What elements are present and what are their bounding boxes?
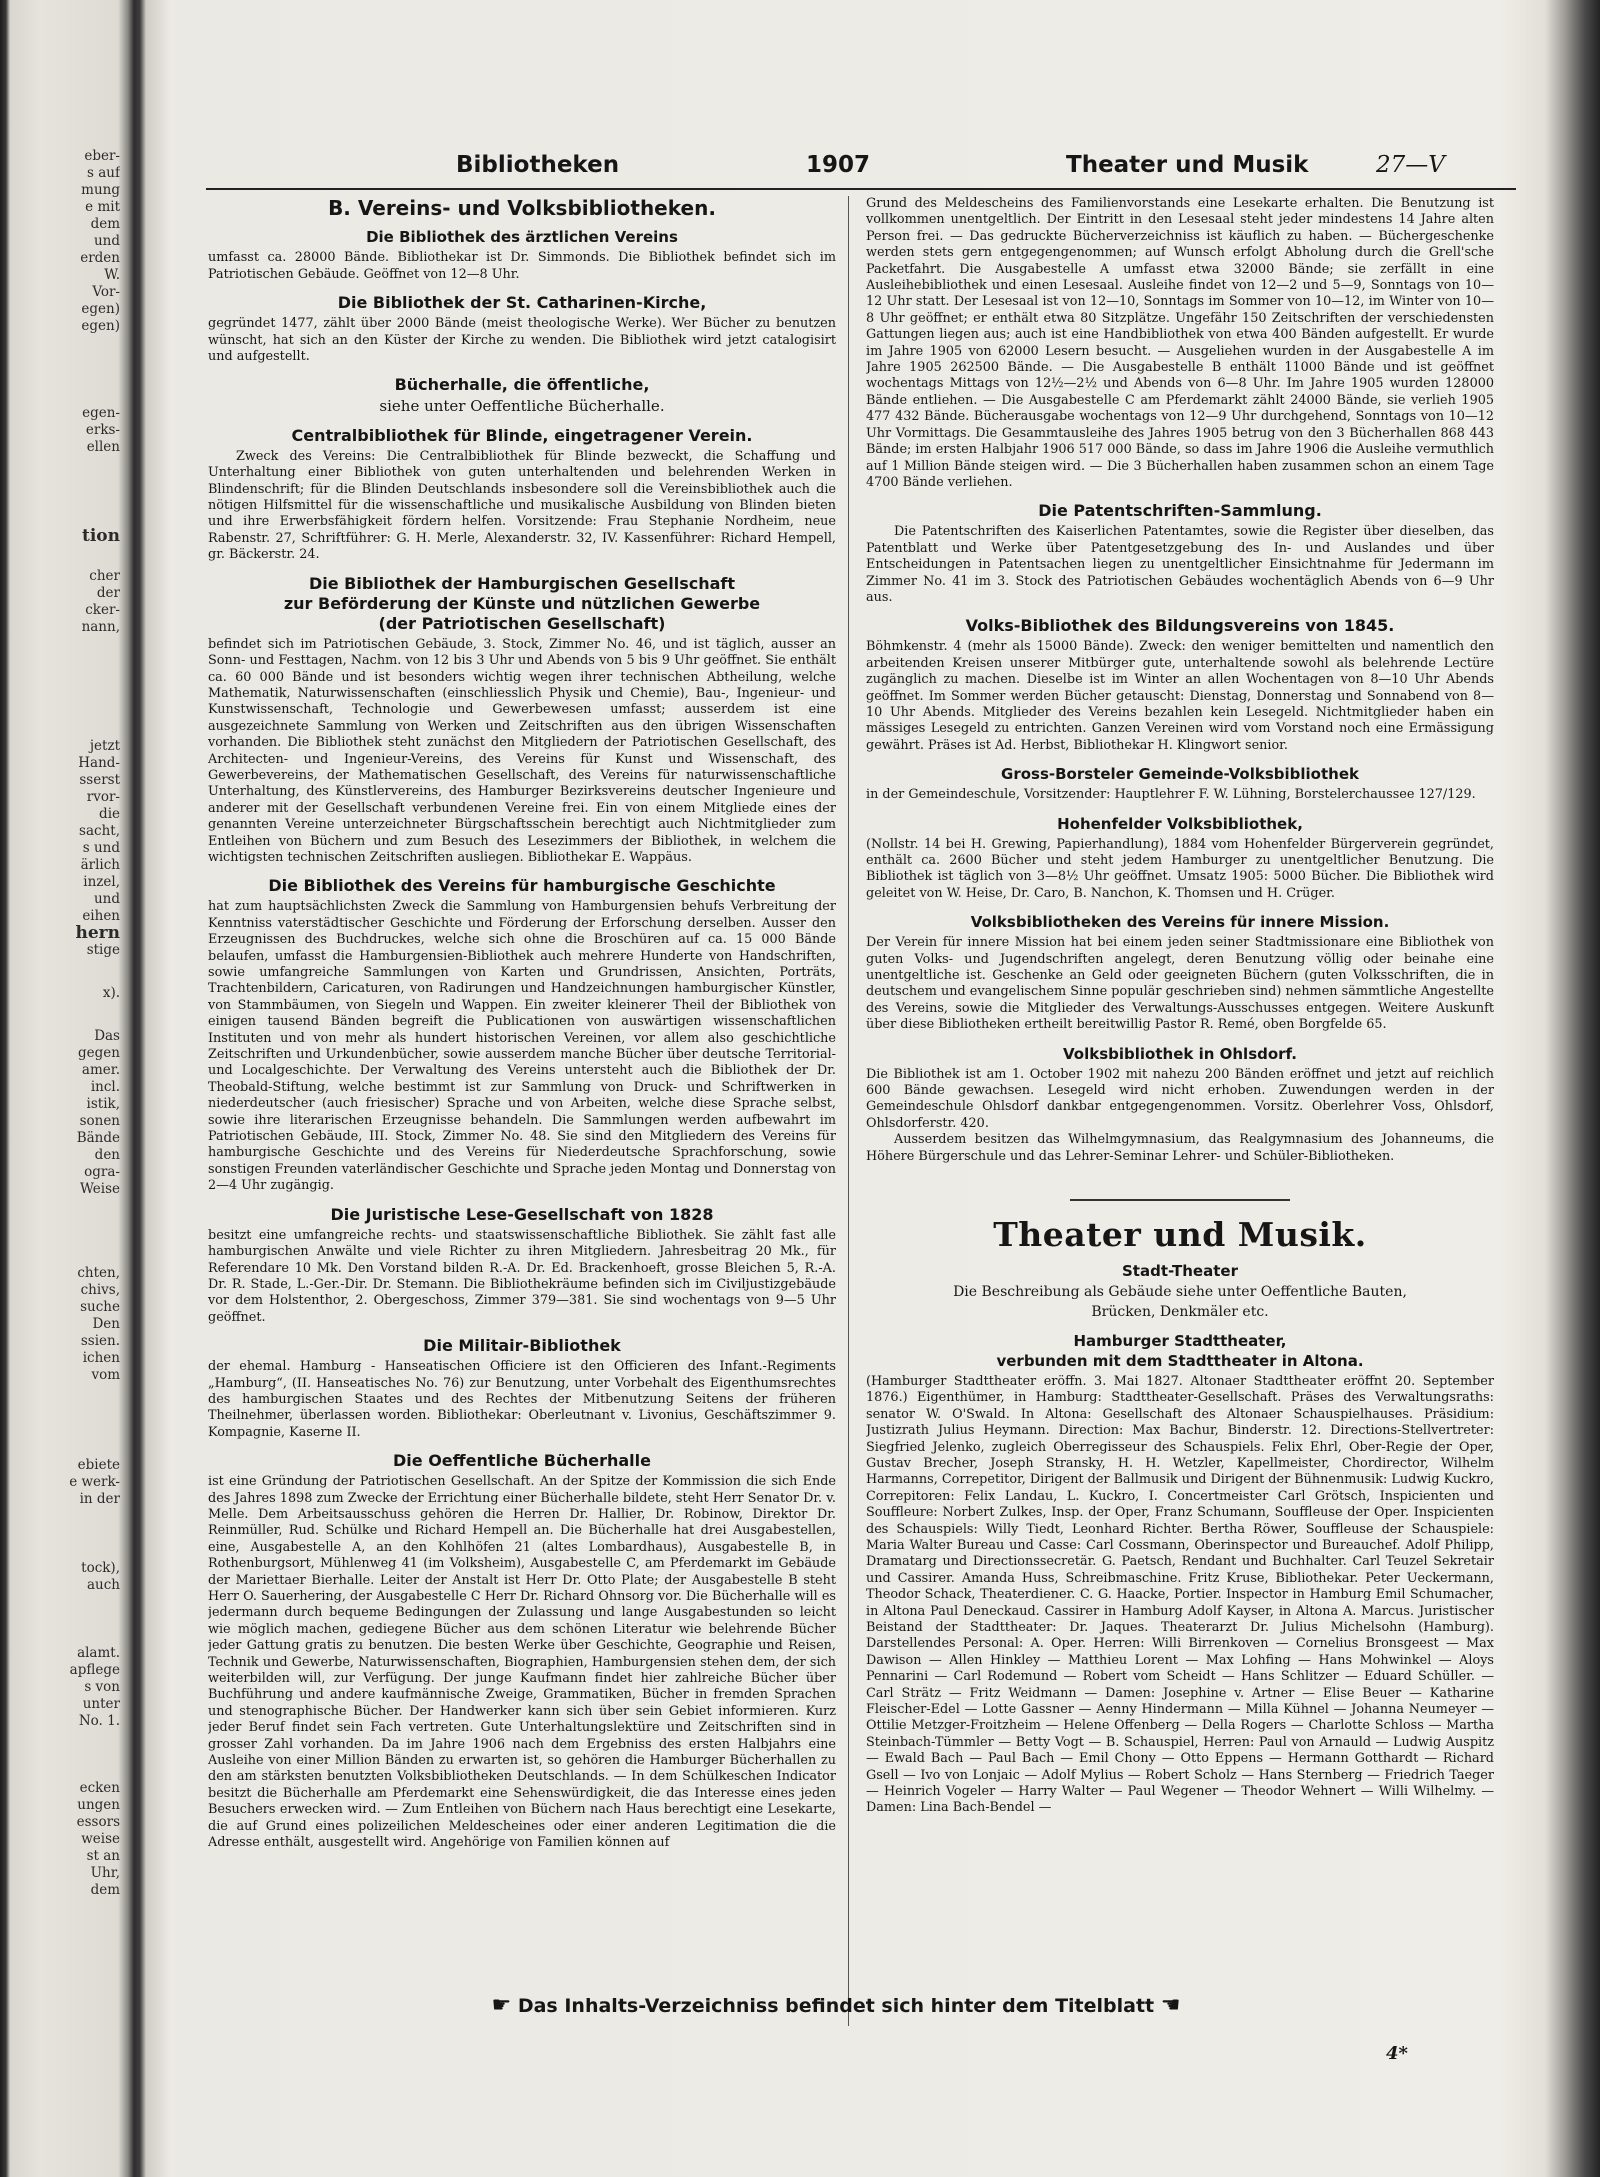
entry-text-catharinen: gegründet 1477, zählt über 2000 Bände (meist theologische Werke). Wer Bücher zu benutzen wünscht, hat sich an den Küster der Kirche zu wenden. Die Bibliothek wird jetzt catalogisirt und aufgestellt. <box>208 316 836 365</box>
left-page-line: chten, <box>77 1265 120 1281</box>
signature-mark: 4* <box>1386 2043 1408 2064</box>
entry-text-oeffentliche: ist eine Gründung der Patriotischen Gesellschaft. An der Spitze der Kommission die sich Ende des Jahres 1898 zum Zwecke der Errichtung einer Bücherhalle bildete, steht Herr Senator Dr. v. Melle. Dem Arbeitsausschuss gehören die Herren Dr. Hallier, Dr. Robinow, Direktor Dr. Reinmüller, Rud. Schülke und Richard Hempell an. Die Bücherhalle hat drei Ausgabestellen, eine, Ausgabestelle A, an den Kohlhöfen 21 (altes Lombardhaus), Ausgabestelle B, in Rothenburgsort, Mühlenweg 41 (im Volksheim), Ausgabestelle C, am Pferdemarkt im Gebäude der Mariettaer Bierhalle. Leiter der Anstalt ist Herr Dr. Otto Plate; der Ausgabestelle B steht Herr O. Sauerhering, der Ausgabestelle C Herr Dr. Richard Ohnsorg vor. Die Bücherhalle will es jedermann durch bequeme Bedingungen der Zulassung und lange Ausgabestunden so leicht wie möglich machen, gediegene Bücher aus dem schönen Literatur wie belehrende Bücher jeder Gattung gratis zu benutzen. Die besten Werke über Geschichte, Geographie und Reisen, Technik und Gewerbe, Naturwissenschaften, Biographien, Hamburgensien stehen dem, der sich weiterbilden will, zur Verfügung. Der junge Kaufmann findet hier zahlreiche Bücher über Buchführung und andere kaufmännische Zweige, Grammatiken, Bücher in fremden Sprachen und stenographische Bücher. Der Handwerker kann sich über sein Gebiet informieren. Kurz jeder Beruf findet sein Fach vertreten. Gute Unterhaltungslektüre und Zeitschriften sind in grosser Zahl vorhanden. Da im Jahre 1906 nach dem Ergebniss des ersten Halbjahrs eine Ausleihe von einer Million Bänden zu erwarten ist, so gehören die Hamburger Bücherhallen zu den am stärksten benutzten Volksbibliotheken Deutschlands. — In dem Schülkeschen Indicator besitzt die Bücherhalle am Pferdemarkt eine Sehenswürdigkeit, die das Interesse eines jeden Besuchers erwecken wird. — Zum Entleihen von Büchern nach Haus berechtigt eine Lesekarte, die auf Grund eines polizeilichen Meldescheines oder einer anderen Legitimation die die Adresse enthält, ausgestellt wird. Angehörige von Familien können auf <box>208 1474 836 1851</box>
entry-text-patentschriften: Die Patentschriften des Kaiserlichen Patentamtes, sowie die Register über dieselben, das Patentblatt und Werke über Patentgesetzgebung des In- und Auslandes und über Entscheidungen in Patentsachen liegen zu unentgeltlicher Einsichtnahme für Jedermann im Zimmer No. 41 im 3. Stock des Patriotischen Gebäudes wochentäglich Abends von 6—9 Uhr aus. <box>866 524 1494 605</box>
left-page-line: sacht, <box>79 823 120 839</box>
left-page-line: s auf <box>87 165 120 181</box>
left-page-line: die <box>99 806 120 822</box>
left-page-line: ärlich <box>80 857 120 873</box>
entry-title-innere-mission: Volksbibliotheken des Vereins für innere Mission. <box>970 913 1390 932</box>
left-page-line: eber- <box>84 148 120 164</box>
running-head-year: 1907 <box>806 152 871 178</box>
left-page-line: inzel, <box>83 874 120 890</box>
left-page-line: dem <box>90 216 120 232</box>
left-page-line: egen) <box>81 301 120 317</box>
left-page-line: e mit <box>85 199 120 215</box>
entry-title-oeffentliche: Die Oeffentliche Bücherhalle <box>393 1451 651 1471</box>
left-page-line: x). <box>102 985 120 1001</box>
entry-text-hamburger-stadttheater: (Hamburger Stadttheater eröffn. 3. Mai 1827. Altonaer Stadttheater eröffnt 20. September 1876.) Eigenthümer, in Hamburg: Stadttheater-Gesellschaft. Präses des Verwaltungsraths: senator W. O'Swald. In Altona: Gesellschaft des Altonaer Schauspielhauses. Präsidium: Justizrath Julius Heymann. Direction: Max Bachur, Binderstr. 12. Directions-Stellvertreter: Siegfried Jelenko, zugleich Oberregisseur des Schauspiels. Felix Ehrl, Ober-Regie der Oper, Gustav Brecher, Joseph Stransky, H. H. Wetzler, Kapellmeister, Chordirector, Wilhelm Harmanns, Correpetitor, Dirigent der Ballmusik und Dirigent der Bühnenmusik: Ludwig Kuckro, Correpitoren: Felix Landau, L. Kuckro, I. Concertmeister Carl Grötsch, Inspicienten und Souffleure: Norbert Zulkes, Insp. der Oper, Franz Schumann, Souffleuse der Oper. Inspicienten des Schauspiels: Willy Tiedt, Leonhard Richter. Bertha Röwer, Souffleuse der Schauspiele: Maria Walter Bureau und Casse: Carl Cossmann, Oberinspector und Bureauchef. Adolf Philipp, Dramatarg und Directionssecretär. G. Paetsch, Rendant und Buchhalter. Carl Teuzel Sekretair und Cassirer. Amanda Huss, Schreibmaschine. Fritz Kruse, Bibliothekar. Peter Ueckermann, Theodor Schack, Theaterdiener. C. G. Haacke, Portier. Inspector in Hamburg Emil Schumacher, in Altona Paul Deneckaud. Cassirer in Hamburg Adolf Kayser, in Altona A. Marcus. Juristischer Beistand der Stadttheater: Dr. Jaques. Theaterarzt Dr. Julius Michelsohn (Hamburg). Darstellendes Personal: A. Oper. Herren: Willi Birrenkoven — Cornelius Bronsgeest — Max Dawison — Allen Hinkley — Matthieu Lorent — Max Lohfing — Hans Mohwinkel — Aloys Pennarini — Carl Rodemund — Robert vom Scheidt — Hans Schlitzer — Eduard Schüller. — Carl Strätz — Fritz Weidmann — Damen: Josephine v. Artner — Elise Beuer — Katharine Fleischer-Edel — Lotte Gassner — Aenny Hindermann — Milla Kühnel — Johanna Neumeyer — Ottilie Metzger-Froitzheim — Helene Offenberg — Della Rogers — Charlotte Schloss — Martha Steinbach-Tümmler — Betty Vogt — B. Schauspiel, Herren: Paul von Arnauld — Ludwig Auspitz — Ewald Bach — Paul Bach — Emil Chony — Otto Eppens — Hermann Gotthardt — Richard Gsell — Ivo von Lonjaic — Adolf Mylius — Robert Scholz — Hans Sternberg — Friedrich Taeger — Heinrich Vogeler — Harry Walter — Paul Wegener — Theodor Wehnert — Willi Wilhelmy. — Damen: Lina Bach-Bendel — <box>866 1373 1494 1816</box>
left-page-line: jetzt <box>89 738 120 754</box>
entry-text-ohlsdorf: Die Bibliothek ist am 1. October 1902 mit nahezu 200 Bänden eröffnet und jetzt auf reichlich 600 Bände gewachsen. Lesegeld wird nicht erhoben. Zuwendungen werden in der Gemeindeschule Ohlsdorf dankbar entgegengenommen. Vorsitz. Oberlehrer Voss, Ohlsdorf, Ohlsdorferstr. 420. <box>866 1066 1494 1131</box>
left-page-line: Uhr, <box>90 1865 120 1881</box>
left-page-line: in der <box>79 1491 120 1507</box>
left-page-line: essors <box>76 1814 120 1830</box>
left-page-line: erden <box>80 250 120 266</box>
left-page-line: ungen <box>77 1797 120 1813</box>
left-page-line: cher <box>89 568 120 584</box>
left-page-line: stige <box>86 942 120 958</box>
left-page-line: den <box>94 1147 120 1163</box>
footer-text: Das Inhalts-Verzeichniss befindet sich hinter dem Titelblatt <box>517 1995 1155 2017</box>
entry-title-buecherhalle: Bücherhalle, die öffentliche, <box>394 375 650 395</box>
entry-text-juristische: besitzt eine umfangreiche rechts- und staatswissenschaftliche Bibliothek. Sie zählt fast alle hamburgischen Anwälte und viele Richter zu ihren Mitgliedern. Jahresbeitrag 20 Mk., für Referendare 10 Mk. Den Vorstand bilden R.-A. Dr. Ed. Brackenhoeft, grosse Bleichen 5, R.-A. Dr. R. Stade, L.-Ger.-Dir. Dr. Stemann. Die Bibliothekräume befinden sich im Civiljustizgebäude vor dem Holstenthor, 2. Obergeschoss, Zimmer 379—381. Sie sind wochentags von 9—5 Uhr geöffnet. <box>208 1227 836 1325</box>
entry-title-juristische: Die Juristische Lese-Gesellschaft von 1828 <box>330 1204 714 1224</box>
left-page-line: Hand- <box>78 755 120 771</box>
left-page-line: ssien. <box>80 1333 120 1349</box>
left-page-line: Vor- <box>92 284 120 300</box>
left-page-line: ebiete <box>77 1457 120 1473</box>
left-page-line: und <box>93 233 120 249</box>
entry-title-aerztlicher-verein: Die Bibliothek des ärztlichen Vereins <box>366 228 678 247</box>
entry-text-militair: der ehemal. Hamburg - Hanseatischen Officiere ist den Officieren des Infant.-Regiments „Hamburg“, (II. Hanseatisches No. 76) zur Benutzung, unter Vorbehalt des Eigenthumsrechtes des hamburgischen Staates und des Rechtes der Mitbenutzung Seitens der früheren Theilnehmer, überlassen worden. Bibliothekar: Oberleutnant v. Livonius, Geschäftszimmer 9. Kompagnie, Kaserne II. <box>208 1359 836 1440</box>
left-page-line: auch <box>87 1577 120 1593</box>
left-page-line: apflege <box>69 1662 120 1678</box>
left-page-fragment <box>8 70 120 2150</box>
running-head-left: Bibliotheken <box>456 152 620 178</box>
left-page-line: und <box>93 891 120 907</box>
left-page-line: sserst <box>79 772 120 788</box>
left-page-line: erks- <box>85 422 120 438</box>
left-page-line: hern <box>75 923 120 943</box>
left-page-line: alamt. <box>77 1645 120 1661</box>
column-divider <box>848 196 849 2026</box>
left-page-line: dem <box>90 1882 120 1898</box>
left-page-line: suche <box>80 1299 120 1315</box>
entry-title-catharinen: Die Bibliothek der St. Catharinen-Kirche, <box>337 293 707 313</box>
page-number: 27—V <box>1376 152 1445 178</box>
entry-title-gross-borstel: Gross-Borsteler Gemeinde-Volksbibliothek <box>1001 765 1359 784</box>
entry-sub-stadt-theater-1: Die Beschreibung als Gebäude siehe unter Oeffentliche Bauten, <box>953 1284 1407 1301</box>
entry-text-blinde: Zweck des Vereins: Die Centralbibliothek für Blinde bezweckt, die Schaffung und Unterhaltung einer Bibliothek von guten unterhaltenden und belehrenden Werken in Blindenschrift; für die Blinden Deutschlands insbesondere soll die Vereinsbibliothek auch die nötigen Hilfsmittel für die wissenschaftliche und musikalische Ausbildung von Blinden bieten und ihre Erwerbsfähigkeit fördern helfen. Vorsitzende: Frau Stephanie Nordheim, neue Rabenstr. 27, Schriftführer: G. H. Merle, Alexanderstr. 32, IV. Kassenführer: Richard Hempell, gr. Bäckerstr. 24. <box>208 448 836 563</box>
entry-text-schulbibliotheken: Ausserdem besitzen das Wilhelmgymnasium, das Realgymnasium des Johanneums, die Höhere Bürgerschule und das Lehrer-Seminar Lehrer- und Schüler-Bibliotheken. <box>866 1132 1494 1164</box>
pointing-hand-right-icon: ☛ <box>491 1993 512 2018</box>
left-page-line: chivs, <box>80 1282 120 1298</box>
entry-text-patriotische: befindet sich im Patriotischen Gebäude, 3. Stock, Zimmer No. 46, und ist täglich, ausser an Sonn- und Festtagen, Nachm. von 12 bis 3 Uhr und Abends von 5 bis 9 Uhr geöffnet. Sie enthält ca. 60 000 Bände und ist besonders wichtig wegen ihrer technischen Abtheilung, welche Mathematik, Naturwissenschaften (einschliesslich Physik und Chemie), Bau-, Ingenieur- und Kunstwissenschaft, Technologie und Gewerbewesen umfasst; ausserdem ist eine ausgezeichnete Sammlung von Werken und Zeitschriften aus den übrigen Wissenschaften vorhanden. Die Bibliothek steht zunächst den Mitgliedern der Patriotischen Gesellschaft, des Architecten- und Ingenieur-Vereins, des Vereins für Kunst und Wissenschaft, des Gewerbevereins, der Mathematischen Gesellschaft, des Vereins für naturwissenschaftliche Unterhaltung, des Künstlervereins, des Hamburger Bezirksvereins deutscher Ingenieure und anderer mit der Gesellschaft verbundenen Vereine frei. Ein von einem Mitgliede eines der genannten Vereine unterzeichneter Bürgschaftsschein berechtigt auch Nichtmitglieder zum Entleihen von Büchern und zum Besuch des Lesezimmers der Bibliothek, in welchem die wichtigsten technischen Zeitschriften ausliegen. Bibliothekar E. Wappäus. <box>208 636 836 865</box>
entry-title-ohlsdorf: Volksbibliothek in Ohlsdorf. <box>1063 1044 1297 1063</box>
section-title: B. Vereins- und Volksbibliotheken. <box>328 196 716 220</box>
entry-title-patriotische-1: Die Bibliothek der Hamburgischen Gesellschaft <box>308 573 736 593</box>
entry-title-hohenfelde: Hohenfelder Volksbibliothek, <box>1057 814 1303 833</box>
running-head <box>206 148 1516 190</box>
footer-note <box>386 1993 1286 2018</box>
left-page-line: s und <box>82 840 120 856</box>
entry-title-patentschriften: Die Patentschriften-Sammlung. <box>1038 501 1322 521</box>
left-page-line: ecken <box>79 1780 120 1796</box>
left-page-line: der <box>96 585 120 601</box>
left-page-line: egen- <box>82 405 120 421</box>
entry-text-geschichtsverein: hat zum hauptsächlichsten Zweck die Sammlung von Hamburgensien behufs Verbreitung der Kenntniss vaterstädtischer Geschichte und Förderung der Erforschung derselben. Ausser den Erzeugnissen des Buchdruckes, welche sich ohne die Broschüren auf ca. 15 000 Bände belaufen, umfasst die Hamburgensien-Bibliothek auch mehrere Hunderte von Handschriften, sowie umfangreiche Sammlungen von Karten und Grundrissen, Ansichten, Porträts, Trachtenbildern, Caricaturen, von Radirungen und Handzeichnungen hamburgischer Künstler, von Stammbäumen, von Siegeln und Wappen. Ein zweiter kleinerer Theil der Bibliothek von einigen tausend Bänden begreift die Publicationen von auswärtigen wissenschaftlichen Instituten und von mehr als hundert historischen Vereinen, vor allem also geschichtliche Zeitschriften und Urkundenbücher, sowie ausserdem manche Bücher über deutsche Territorial- und Localgeschichte. Der Verwaltung des Vereins untersteht auch die Bibliothek der Dr. Theobald-Stiftung, welche bestimmt ist zur Sammlung von Druck- und Schriftwerken in niederdeutscher (auch friesischer) Sprache und von Arbeiten, welche diese Sprache selbst, sowie ihre literarischen Erzeugnisse behandeln. Die Sammlungen werden aufbewahrt im Patriotischen Gebäude, III. Stock, Zimmer No. 48. Sie sind den Mitgliedern des Vereins für hamburgische Geschichte und des Vereins für Niederdeutsche Sprachforschung, sowie sonstigen Freunden vaterländischer Geschichte und Sprache jeden Montag und Donnerstag von 2—4 Uhr zugängig. <box>208 899 836 1194</box>
left-page-line: tock), <box>81 1560 120 1576</box>
left-column <box>208 196 836 2076</box>
pointing-hand-left-icon: ☚ <box>1160 1993 1181 2018</box>
entry-text-gross-borstel: in der Gemeindeschule, Vorsitzender: Hauptlehrer F. W. Lühning, Borstelerchaussee 127/129. <box>866 787 1476 803</box>
left-page-line: amer. <box>81 1062 120 1078</box>
left-page-line: ellen <box>86 439 120 455</box>
entry-title-blinde: Centralbibliothek für Blinde, eingetragener Verein. <box>291 425 753 445</box>
left-page-line: Das <box>94 1028 120 1044</box>
left-page-line: ichen <box>82 1350 120 1366</box>
entry-title-hamburger-stadttheater-1: Hamburger Stadttheater, <box>1073 1331 1287 1350</box>
left-page-line: gegen <box>78 1045 120 1061</box>
left-page-line: weise <box>81 1831 120 1847</box>
entry-title-stadt-theater: Stadt-Theater <box>1122 1262 1238 1281</box>
left-page-line: egen) <box>81 318 120 334</box>
entry-sub-buecherhalle: siehe unter Oeffentliche Bücherhalle. <box>379 397 665 416</box>
theater-section-title: Theater und Musik. <box>993 1215 1367 1255</box>
left-page-line: Bände <box>76 1130 120 1146</box>
left-page-line: unter <box>82 1696 120 1712</box>
left-page-line: Den <box>92 1316 120 1332</box>
running-head-right: Theater und Musik <box>1066 152 1309 178</box>
section-rule <box>1070 1199 1290 1201</box>
left-page-line: rvor- <box>86 789 120 805</box>
left-page-line: s von <box>84 1679 120 1695</box>
right-column <box>866 196 1494 2076</box>
left-page-line: mung <box>81 182 120 198</box>
entry-text-hohenfelde: (Nollstr. 14 bei H. Grewing, Papierhandlung), 1884 vom Hohenfelder Bürgerverein gegründet, enthält ca. 2600 Bücher und steht jedem Hamburger zu unentgeltlicher Benutzung. Die Bibliothek ist täglich von 3—8½ Uhr geöffnet. Umsatz 1905: 5000 Bücher. Die Bibliothek wird geleitet von W. Heise, Dr. Caro, B. Nanchon, K. Thomsen und H. Crüger. <box>866 836 1494 901</box>
entry-text-aerztlicher-verein: umfasst ca. 28000 Bände. Bibliothekar ist Dr. Simmonds. Die Bibliothek befindet sich im Patriotischen Gebäude. Geöffnet von 12—8 Uhr. <box>208 250 836 282</box>
left-page-line: incl. <box>90 1079 120 1095</box>
left-page-line: tion <box>81 526 120 546</box>
entry-text-bildungsverein: Böhmkenstr. 4 (mehr als 15000 Bände). Zweck: den weniger bemittelten und namentlich den arbeitenden Kreisen unserer Mitbürger gute, unterhaltende sowohl als belehrende Lectüre zugänglich zu machen. Dieselbe ist im Winter an allen Wochentagen von 8—10 Uhr Abends geöffnet. Im Sommer werden Bücher getauscht: Dienstag, Donnerstag und Sonnabend von 8—10 Uhr Abends. Mitglieder des Vereins bezahlen kein Lesegeld. Nichtmitglieder haben ein mässiges Lesegeld zu entrichten. Ganzen Vereinen wird vom Vorstand noch eine Ermässigung gewährt. Präses ist Ad. Herbst, Bibliothekar H. Klingwort senior. <box>866 639 1494 753</box>
left-page-line: vom <box>91 1367 120 1383</box>
entry-text-continuation: Grund des Meldescheins des Familienvorstands eine Lesekarte erhalten. Die Benutzung ist vollkommen unentgeltlich. Der Eintritt in den Lesesaal steht jeder mindestens 14 Jahre alten Person frei. — Das gedruckte Bücherverzeichniss ist käuflich zu haben. — Büchergeschenke werden stets gern entgegengenommen; auf Wunsch erfolgt Abholung durch die Grell'sche Packetfahrt. Die Ausgabestelle A umfasst etwa 32000 Bände; sie zerfällt in eine Ausleihebibliothek und einen Lesesaal. Ausleihe findet von 12—2 und 5—9, Sonntags von 10—12 Uhr statt. Der Lesesaal ist von 12—10, Sonntags im Sommer von 10—12, im Winter von 10—8 Uhr geöffnet; er enthält etwa 80 Sitzplätze. Ungefähr 150 Zeitschriften der verschiedensten Gattungen liegen aus; auch ist eine Handbibliothek von etwa 400 Bänden aufgestellt. Er wurde im Jahre 1905 von 62000 Lesern besucht. — Ausgeliehen wurden in der Ausgabestelle A im Jahre 1905 262500 Bände. — Die Ausgabestelle B enthält 11000 Bände und ist geöffnet wochentags Mittags von 12½—2½ und Abends von 6—8 Uhr. Im Jahre 1905 wurden 128000 Bände entliehen. — Die Ausgabestelle C am Pferdemarkt zählt 24000 Bände, sie verlieh 1905 477 432 Bände. Bücherausgabe wochentags von 12—9 Uhr durchgehend, Sonntags von 10—12 Uhr Vormittags. Die Gesammtausleihe des Jahres 1905 betrug von den 3 Bücherhallen 868 443 Bände; im ersten Halbjahr 1906 517 000 Bände, so dass im Jahre 1906 die Ausleihe vermuthlich auf 1 Million Bände steigen wird. — Die 3 Bücherhallen haben zusammen schon an einem Tage 4700 Bände verliehen. <box>866 196 1494 490</box>
left-page-line: st an <box>86 1848 120 1864</box>
left-page-line: cker- <box>85 602 120 618</box>
left-page-line: sonen <box>79 1113 120 1129</box>
entry-title-militair: Die Militair-Bibliothek <box>423 1336 621 1356</box>
entry-sub-stadt-theater-2: Brücken, Denkmäler etc. <box>1091 1303 1269 1320</box>
left-page-line: eihen <box>82 908 120 924</box>
left-page-line: W. <box>104 267 120 283</box>
entry-title-geschichtsverein: Die Bibliothek des Vereins für hamburgische Geschichte <box>268 876 776 896</box>
left-page-line: ogra- <box>84 1164 120 1180</box>
left-page-line: istik, <box>86 1096 120 1112</box>
entry-title-patriotische-3: (der Patriotischen Gesellschaft) <box>378 613 666 633</box>
left-page-line: Weise <box>80 1181 120 1197</box>
left-page-line: e werk- <box>69 1474 120 1490</box>
book-page <box>196 138 1526 2118</box>
left-page-line: No. 1. <box>78 1713 120 1729</box>
entry-title-patriotische-2: zur Beförderung der Künste und nützlichen Gewerbe <box>283 593 761 613</box>
entry-text-innere-mission: Der Verein für innere Mission hat bei einem jeden seiner Stadtmissionare eine Bibliothek von guten Volks- und Jugendschriften angelegt, deren Benutzung völlig oder beinahe eine unentgeltliche ist. Geschenke an Geld oder geeigneten Büchern (guten Volksschriften, die in deutschem und evangelischem Sinne populär geschrieben sind) nehmen sämmtliche Angestellte des Vereins, sowie die Mitglieder des Verwaltungs-Ausschusses entgegen. Weitere Auskunft über diese Bibliotheken ertheilt bereitwillig Pastor R. Remé, oben Borgfelde 65. <box>866 935 1494 1033</box>
left-page-line: nann, <box>81 619 120 635</box>
entry-title-hamburger-stadttheater-2: verbunden mit dem Stadttheater in Altona. <box>996 1351 1364 1370</box>
entry-title-bildungsverein: Volks-Bibliothek des Bildungsvereins von 1845. <box>965 616 1395 636</box>
